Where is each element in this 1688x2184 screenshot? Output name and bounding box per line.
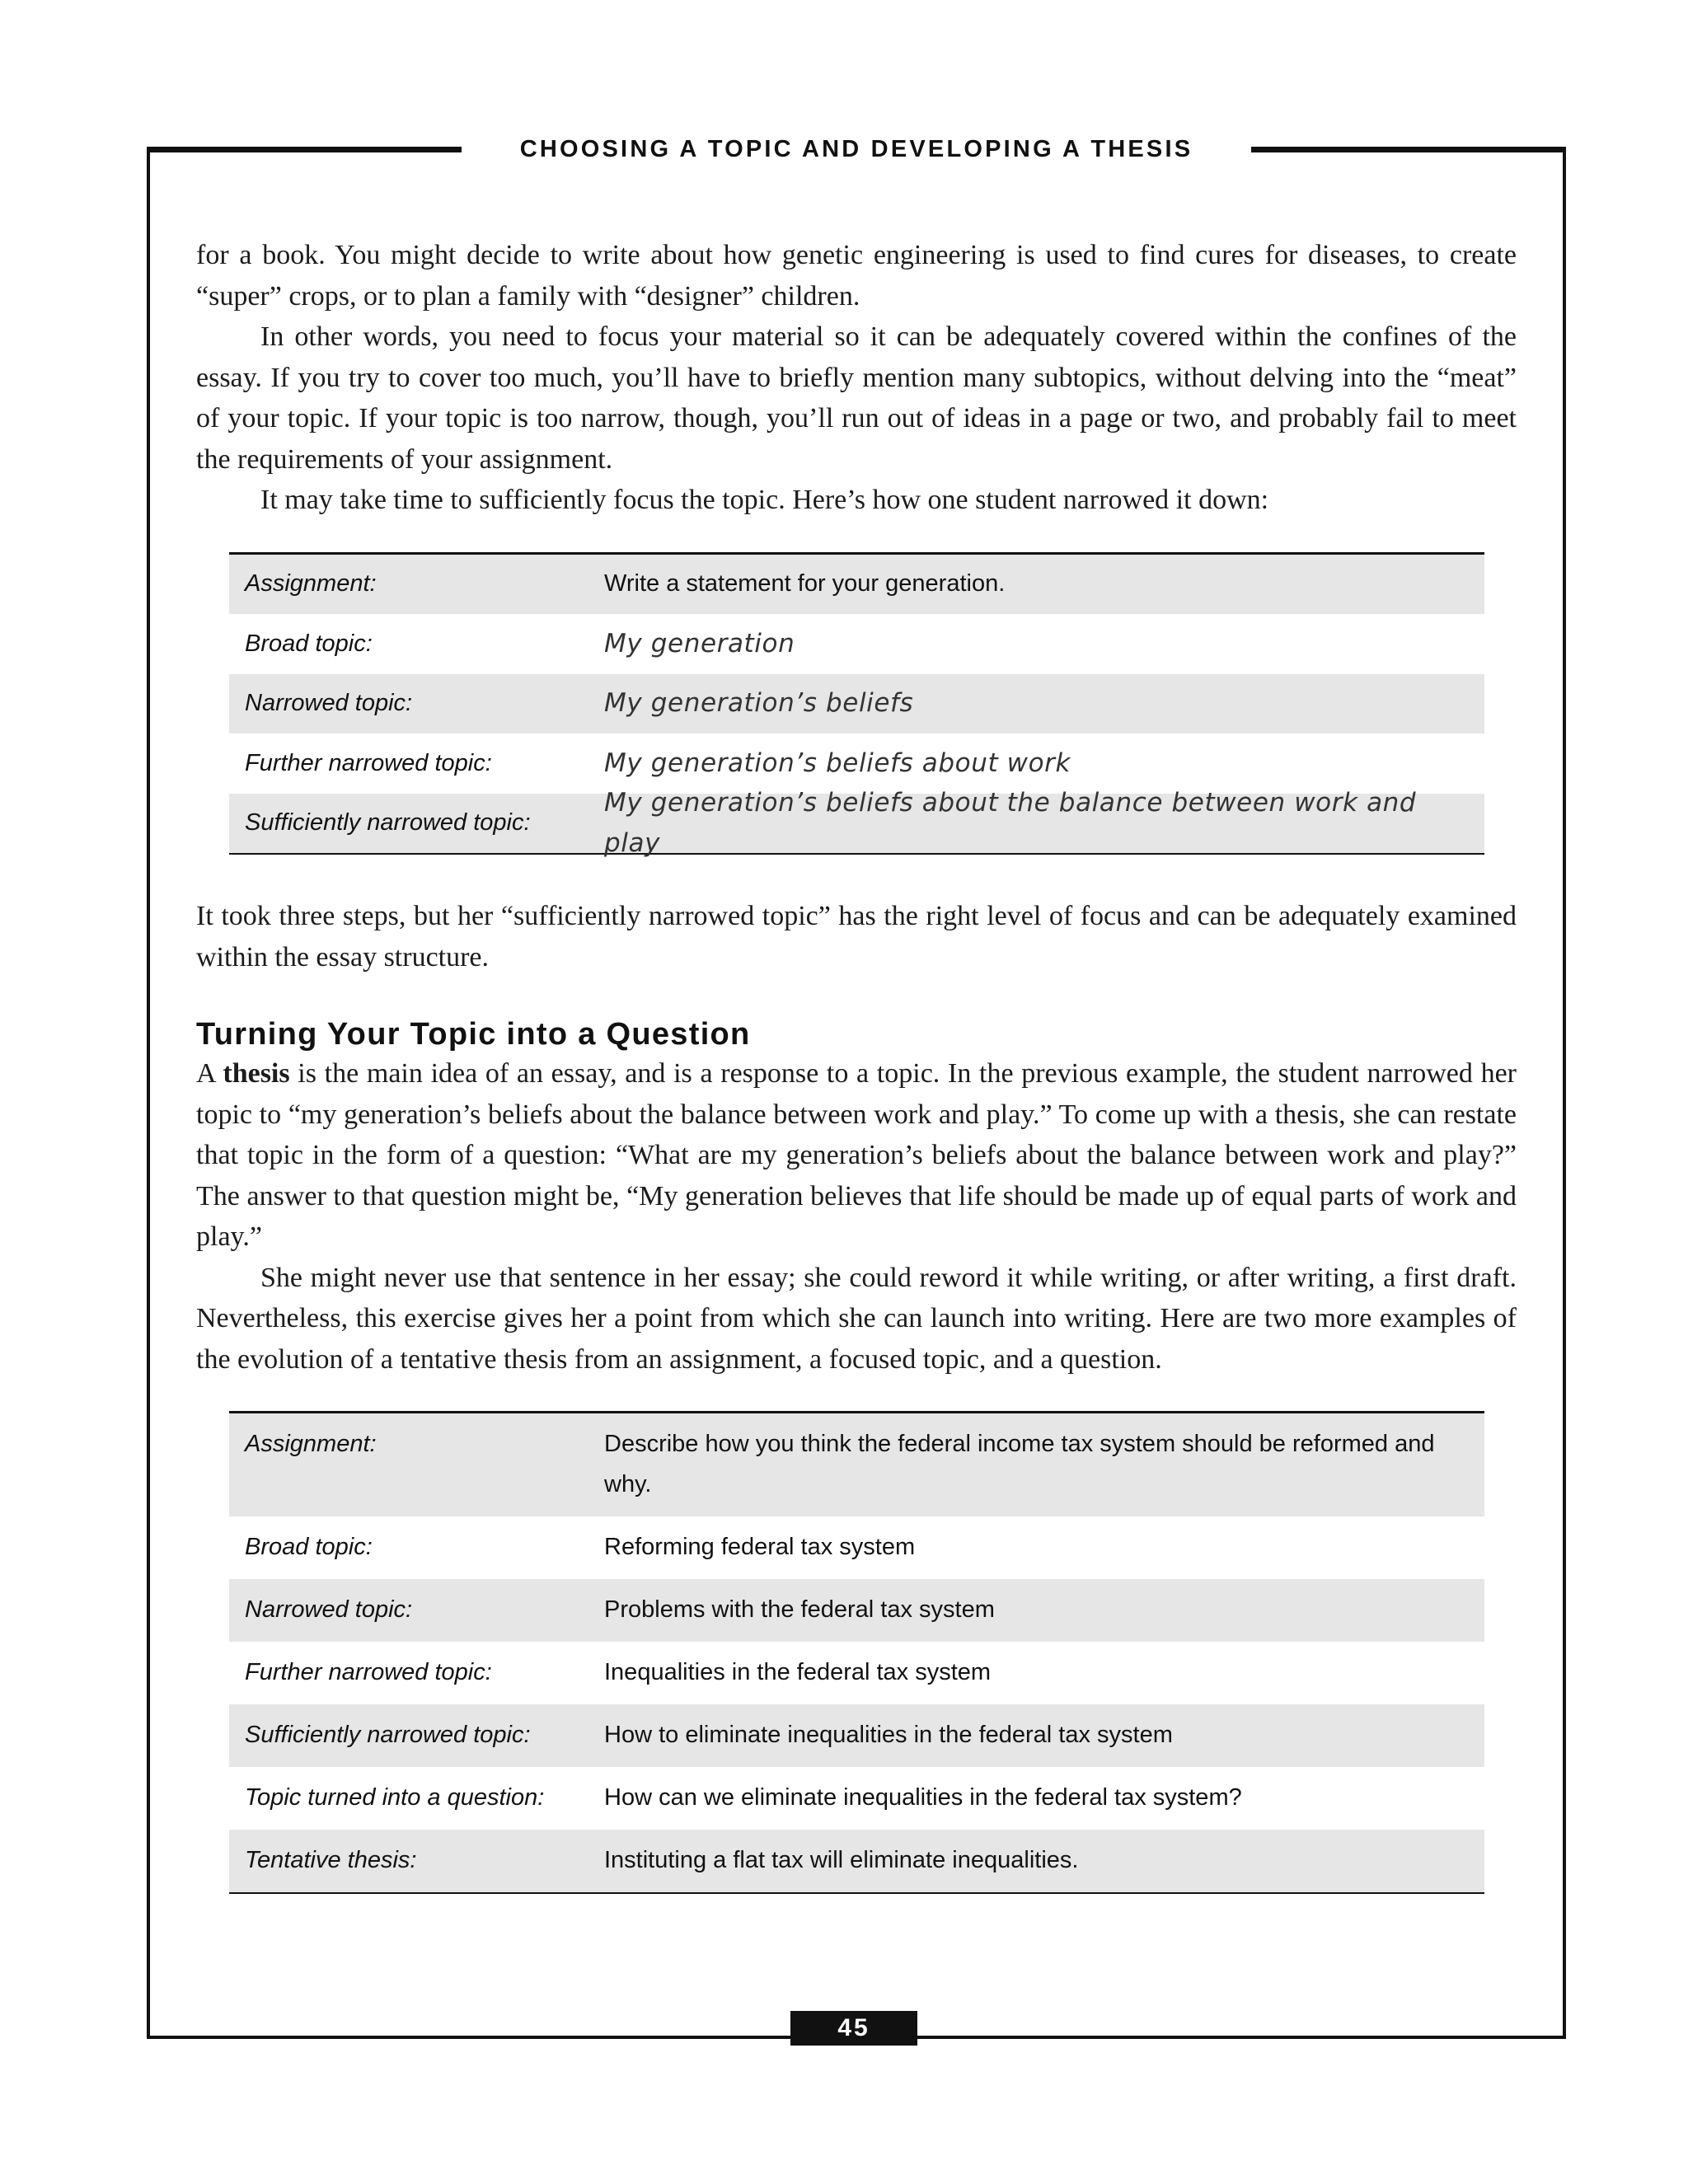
frame-top-left-rule bbox=[147, 147, 462, 152]
paragraph-focus: In other words, you need to focus your material so it can be adequately covered within the confines of the essay. If you try to cover too much, you’ll have to briefly mention many subtopics, without delving into the “meat” of your topic. If your topic is too narrow, though, you’ll run out of ideas in a page or two, and probably fail to meet the requirements of your assignment. bbox=[196, 321, 1517, 475]
row-value: Problems with the federal tax system bbox=[604, 1596, 995, 1623]
row-label: Sufficiently narrowed topic: bbox=[245, 1722, 531, 1748]
row-value: Reforming federal tax system bbox=[604, 1534, 916, 1560]
table-row bbox=[229, 674, 1484, 734]
paragraph-after-table: It took three steps, but her “sufficiently narrowed topic” has the right level of focus and can be adequately examined within the essay structure. bbox=[196, 901, 1517, 972]
table-row bbox=[229, 1579, 1484, 1642]
paragraph-examples-intro: She might never use that sentence in her essay; she could reword it while writing, or after writing, a first draft. Nevertheless, this exercise gives her a point from which she can launch into writing. Here are two more examples of the evolution of a tentative thesis from an assignment, a focused topic, and a question. bbox=[196, 1262, 1517, 1375]
thesis-lead: A bbox=[196, 1058, 223, 1089]
row-value: Describe how you think the federal income tax system should be reformed and why. bbox=[604, 1431, 1435, 1497]
row-value-handwritten: My generation’s beliefs about work bbox=[604, 748, 1071, 778]
frame-right-rule bbox=[1563, 147, 1566, 2039]
row-label: Tentative thesis: bbox=[245, 1847, 417, 1873]
row-label: Broad topic: bbox=[245, 630, 373, 657]
table-row bbox=[229, 1704, 1484, 1767]
page-number: 45 bbox=[790, 2011, 917, 2046]
thesis-rest: is the main idea of an essay, and is a response to a topic. In the previous example, the student narrowed her topic to “my generation’s beliefs about the balance between work and play.” To come up with a thesis, she can restate that topic in the form of a question: “What are my generation’s beliefs about the balance between work and play?” The answer to that question might be, “My generation believes that life should be made up of equal parts of work and play.” bbox=[196, 1058, 1517, 1252]
table-row bbox=[229, 1767, 1484, 1830]
row-label: Narrowed topic: bbox=[245, 1596, 413, 1623]
row-value: Write a statement for your generation. bbox=[604, 570, 1006, 598]
row-value-handwritten: My generation’s beliefs about the balance between work and play bbox=[604, 787, 1417, 858]
page-body bbox=[196, 235, 1517, 1894]
row-value: Inequalities in the federal tax system bbox=[604, 1659, 992, 1685]
thesis-term: thesis bbox=[223, 1058, 290, 1089]
row-value-handwritten: My generation bbox=[604, 628, 795, 658]
row-label: Narrowed topic: bbox=[245, 690, 413, 717]
paragraph-intro-example: It may take time to sufficiently focus the topic. Here’s how one student narrowed it down: bbox=[260, 485, 1269, 515]
row-label: Assignment: bbox=[245, 570, 377, 598]
thesis-evolution-table bbox=[229, 1411, 1484, 1894]
row-label: Further narrowed topic: bbox=[245, 1659, 492, 1685]
running-head: CHOOSING A TOPIC AND DEVELOPING A THESIS bbox=[519, 136, 1193, 162]
table-row bbox=[229, 614, 1484, 674]
frame-left-rule bbox=[147, 147, 150, 2039]
table-row bbox=[229, 1642, 1484, 1704]
table-row bbox=[229, 1830, 1484, 1892]
row-label: Further narrowed topic: bbox=[245, 749, 492, 776]
row-label: Sufficiently narrowed topic: bbox=[245, 809, 531, 837]
row-label: Broad topic: bbox=[245, 1534, 373, 1560]
table-row bbox=[229, 787, 1484, 858]
frame-top-right-rule bbox=[1251, 147, 1566, 152]
row-label: Topic turned into a question: bbox=[245, 1784, 545, 1811]
table-row bbox=[229, 1413, 1484, 1516]
row-value: How to eliminate inequalities in the federal tax system bbox=[604, 1722, 1173, 1748]
row-value: How can we eliminate inequalities in the federal tax system? bbox=[604, 1784, 1242, 1811]
table-row bbox=[229, 555, 1484, 615]
narrowing-table bbox=[229, 552, 1484, 858]
row-value-handwritten: My generation’s beliefs bbox=[604, 688, 914, 719]
row-label: Assignment: bbox=[245, 1431, 377, 1457]
section-heading: Turning Your Topic into a Question bbox=[196, 1017, 751, 1052]
paragraph-continuation: for a book. You might decide to write about how genetic engineering is used to find cures for diseases, to create “super” crops, or to plan a family with “designer” children. bbox=[196, 240, 1517, 312]
paragraph-thesis-definition bbox=[196, 1053, 1517, 1258]
row-value: Instituting a flat tax will eliminate inequalities. bbox=[604, 1847, 1079, 1873]
table-row bbox=[229, 1516, 1484, 1579]
